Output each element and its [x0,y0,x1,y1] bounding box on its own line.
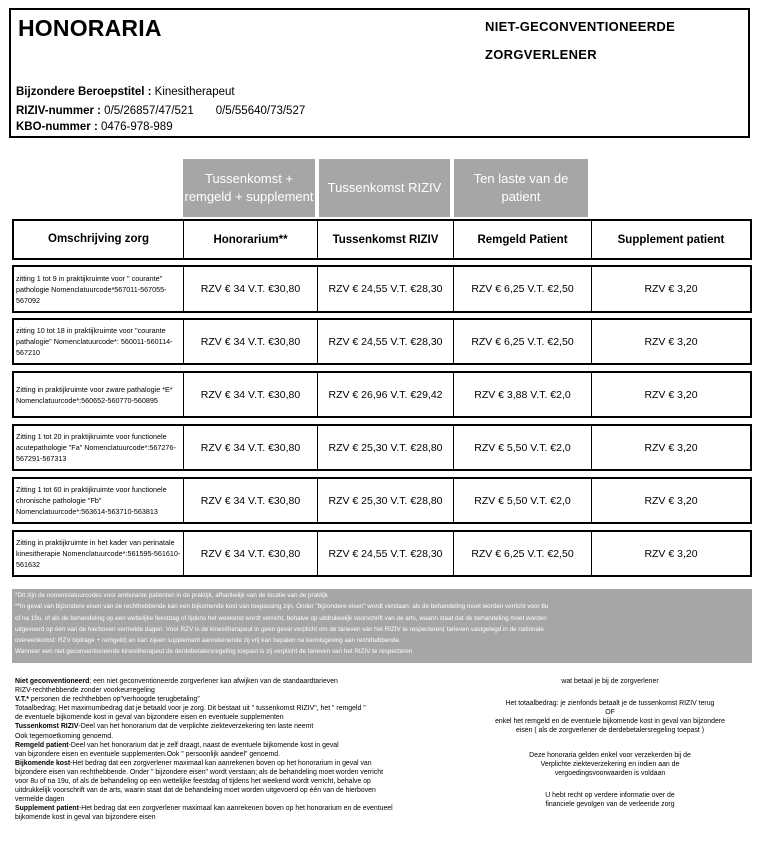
row-remgeld: RZV € 5,50 V.T. €2,0 [454,426,592,469]
right-note-line: OF [605,709,615,717]
row-tussenkomst: RZV € 24,55 V.T. €28,30 [318,267,454,311]
table-row [12,530,752,577]
definition-line: Ook tegemoetkoming genoemd. [15,732,114,740]
header-box [9,8,750,138]
right-note-block [460,699,760,735]
footnote-line: uitgevoerd op één van de hierboven vermelde dagen. Voor RZV is de kinesitherapeut in geen geval verplicht om de tarieven van het RIZIV te respecteren( tarieven vastgelegd in de nationale [15,625,544,633]
row-remgeld: RZV € 6,25 V.T. €2,50 [454,267,592,311]
row-supplement: RZV € 3,20 [644,335,698,348]
footnote-line: overeenkomst: RZV bijdrage + remgeld) en kan zijeen supplement aanrekenende zij vrij kan bepalen na kennisgeving aan rechthebbende. [15,637,401,645]
definition-line: Supplement patient-Het bedrag dat een zorgverlener maximaal kan aanrekenen boven op het honorarium en de eventueel [15,805,393,813]
definition-line: uitdrukkelijk voorschrift van de arts, waarin staat dat de behandeling moet worden uitgevoerd op één van de hierboven [15,787,376,795]
row-supplement: RZV € 3,20 [644,388,698,401]
row-remgeld: RZV € 3,88 V.T. €2,0 [454,373,592,416]
row-honorarium: RZV € 34 V.T. €30,80 [184,320,318,363]
kbo-line [16,121,173,133]
row-supplement: RZV € 3,20 [644,441,698,454]
table-row [12,265,752,313]
right-note-line: Verplichte ziekteverzekering en indien aan de [540,761,680,769]
footnotes-box [12,589,752,663]
group-header-riziv: Tussenkomst RIZIV [318,158,451,218]
definition-line: V.T.* personen die rechthebben op"verhoogde terugbetaling" [15,696,200,704]
row-honorarium: RZV € 34 V.T. €30,80 [184,426,318,469]
table-row [12,318,752,365]
row-tussenkomst: RZV € 25,30 V.T. €28,80 [318,479,454,522]
col-header-tussenkomst: Tussenkomst RIZIV [318,221,454,258]
row-supplement: RZV € 3,20 [644,283,698,295]
definition-line: Totaalbedrag: Het maximumbedrag dat je betaald voor je zorg. Dit bestaat uit " tussenkomst RIZIV", het " remgeld " [15,705,366,713]
definition-line: Remgeld patient-Deel van het honorarium dat je zelf draagt, naast de eventuele bijkomende kost in geval [15,741,339,749]
riziv-label: RIZIV-nummer : [16,105,101,117]
definition-line: Niet geconventioneerd: een niet geconventioneerde zorgverlener kan afwijken van de standaardtarieven [15,678,338,685]
row-supplement: RZV € 3,20 [644,547,698,560]
kbo-label: KBO-nummer : [16,121,98,133]
right-note-block [460,677,760,686]
row-tussenkomst: RZV € 25,30 V.T. €28,80 [318,426,454,469]
right-note-line: wat betaal je bij de zorgverlener [561,678,659,685]
definition-line: RIZV-rechthebbende zonder voorkeurregeling [15,687,155,695]
row-tussenkomst: RZV € 24,55 V.T. €28,30 [318,532,454,575]
table-header-row [12,219,752,260]
definition-line: bijzondere eisen van rechthebbende. Onder " bijzondere eisen" wordt verstaan; als de behandeling moet worden verricht [15,768,384,776]
row-honorarium: RZV € 34 V.T. €30,80 [184,532,318,575]
row-tussenkomst: RZV € 26,96 V.T. €29,42 [318,373,454,416]
row-honorarium: RZV € 34 V.T. €30,80 [184,267,318,311]
col-header-omschrijving: Omschrijving zorg [14,221,184,258]
row-description: Zitting in praktijkruimte in het kader van perinatale kinesitherapie Nomenclatuurcode*:561595-561610-561632 [14,532,184,575]
right-note-line: eisen ( als de zorgverlener de derdebetalersregeling toepast ) [515,727,705,735]
table-row [12,424,752,471]
definition-line: vermelde dagen [15,796,65,804]
beroepstitel-value: Kinesitherapeut [151,86,235,98]
right-note-block [460,791,760,809]
row-remgeld: RZV € 5,50 V.T. €2,0 [454,479,592,522]
right-note-line: U hebt recht op verdere informatie over de [545,792,675,799]
group-header-total: Tussenkomst + remgeld + supplement [182,158,316,218]
row-description: zitting 1 tot 9 in praktijkruimte voor " courante" pathologie Nomenclatuurcode*567011-567055-567092 [14,267,184,311]
row-remgeld: RZV € 6,25 V.T. €2,50 [454,532,592,575]
right-note-line: financiele gevolgen van de verleende zorg [545,801,675,809]
definition-line: voor 8u of na 19u, of als de behandeling op een wettelijke feestdag of tijdens het weekend wordt verricht, behalve op [15,778,371,786]
definition-line: bijkomende kost in geval van bijzondere eisen [15,814,156,822]
riziv-value-1: 0/5/26857/47/521 [100,105,194,117]
right-note-line: vergoedingsvoorwaarden is voldaan [554,770,666,778]
row-supplement: RZV € 3,20 [644,494,698,507]
provider-status-line1: NIET-GECONVENTIONEERDE [485,19,676,34]
definition-line: Tussenkomst RIZIV-Deel van het honorarium dat de verplichte ziekteverzekering ten laste neemt [15,723,314,731]
definition-line: de eventuele bijkomende kost in geval van bijzondere eisen en eventuele supplementen [15,714,284,722]
col-header-remgeld: Remgeld Patient [454,221,592,258]
footnote-line: Wanneer een niet geconventioneerde kinesitherapeut de derdebetalersregeling toepast is zij verplicht de tarieven van het RIZIV te respecteren [15,648,413,656]
right-note-line: Deze honoraria gelden enkel voor verzekerden bij de [529,752,691,759]
definition-line: Bijkomende kost-Het bedrag dat een zorgverlener maximaal kan aanrekenen boven op het honorarium in geval van [15,759,372,767]
group-header-patient: Ten laste van de patient [453,158,589,218]
beroepstitel-label: Bijzondere Beroepstitel : [16,86,152,98]
table-row [12,371,752,418]
col-header-honorarium: Honorarium** [184,221,318,258]
row-tussenkomst: RZV € 24,55 V.T. €28,30 [318,320,454,363]
definition-line: van bijzondere eisen en eventuele supplementen.Ook " persoonlijk aandeel" genoemd. [15,750,281,758]
right-note-line: enkel het remgeld en de eventuele bijkomende kost in geval van bijzondere [495,718,725,726]
right-note-block [460,751,760,778]
row-description: Zitting 1 tot 60 in praktijkruimte voor functionele chronische pathologie "Fb" Nomenclatuurcode*:563614-563710-563813 [14,479,184,522]
right-note-line: Het totaalbedrag: je zienfonds betaalt je de tussenkomst RIZIV terug [505,700,715,707]
row-honorarium: RZV € 34 V.T. €30,80 [184,479,318,522]
riziv-value-2: 0/5/55640/73/527 [215,105,306,117]
footnote-line: *Dit zijn de nomenclatuurcodes voor ambulante patienten in de praktijk, afhankelijk van de locatie van de praktijk [15,592,328,599]
row-description: zitting 10 tot 18 in praktijkruimte voor "courante pathalogie" Nomenclatuurcode*: 560011-560114-567210 [14,320,184,363]
footnote-line: of na 19u, of als de behandeling op een wettelijke feestdag of tijdens het weekend wordt verricht, behalve op uitdrukkelijk voorschrift van de arts, waarin staat dat de behandeling moet worden [15,614,547,622]
row-description: Zitting 1 tot 20 in praktijkruimte voor functionele acutepathologie "Fa" Nomenclatuurcode*:567276-567291-567313 [14,426,184,469]
footnote-line: **In geval van bijzondere eisen van de rechthebbende kan een bijkomende kost van toepassing zijn. Onder "bijzondere eisen" wordt verstaan: als de behandeling moet worden verricht voor 8u [15,603,549,611]
row-remgeld: RZV € 6,25 V.T. €2,50 [454,320,592,363]
kbo-value: 0476-978-989 [97,121,173,133]
provider-status-line2: ZORGVERLENER [485,47,597,62]
row-honorarium: RZV € 34 V.T. €30,80 [184,373,318,416]
table-row [12,477,752,524]
definitions [15,677,455,823]
row-description: Zitting in praktijkruimte voor zware pathalogie *E* Nomenclatuurcode*:560652-560770-560895 [14,373,184,416]
col-header-supplement: Supplement patient [617,233,725,246]
beroepstitel-line [16,86,235,98]
page-title: HONORARIA [18,15,162,41]
riziv-line [16,105,305,117]
